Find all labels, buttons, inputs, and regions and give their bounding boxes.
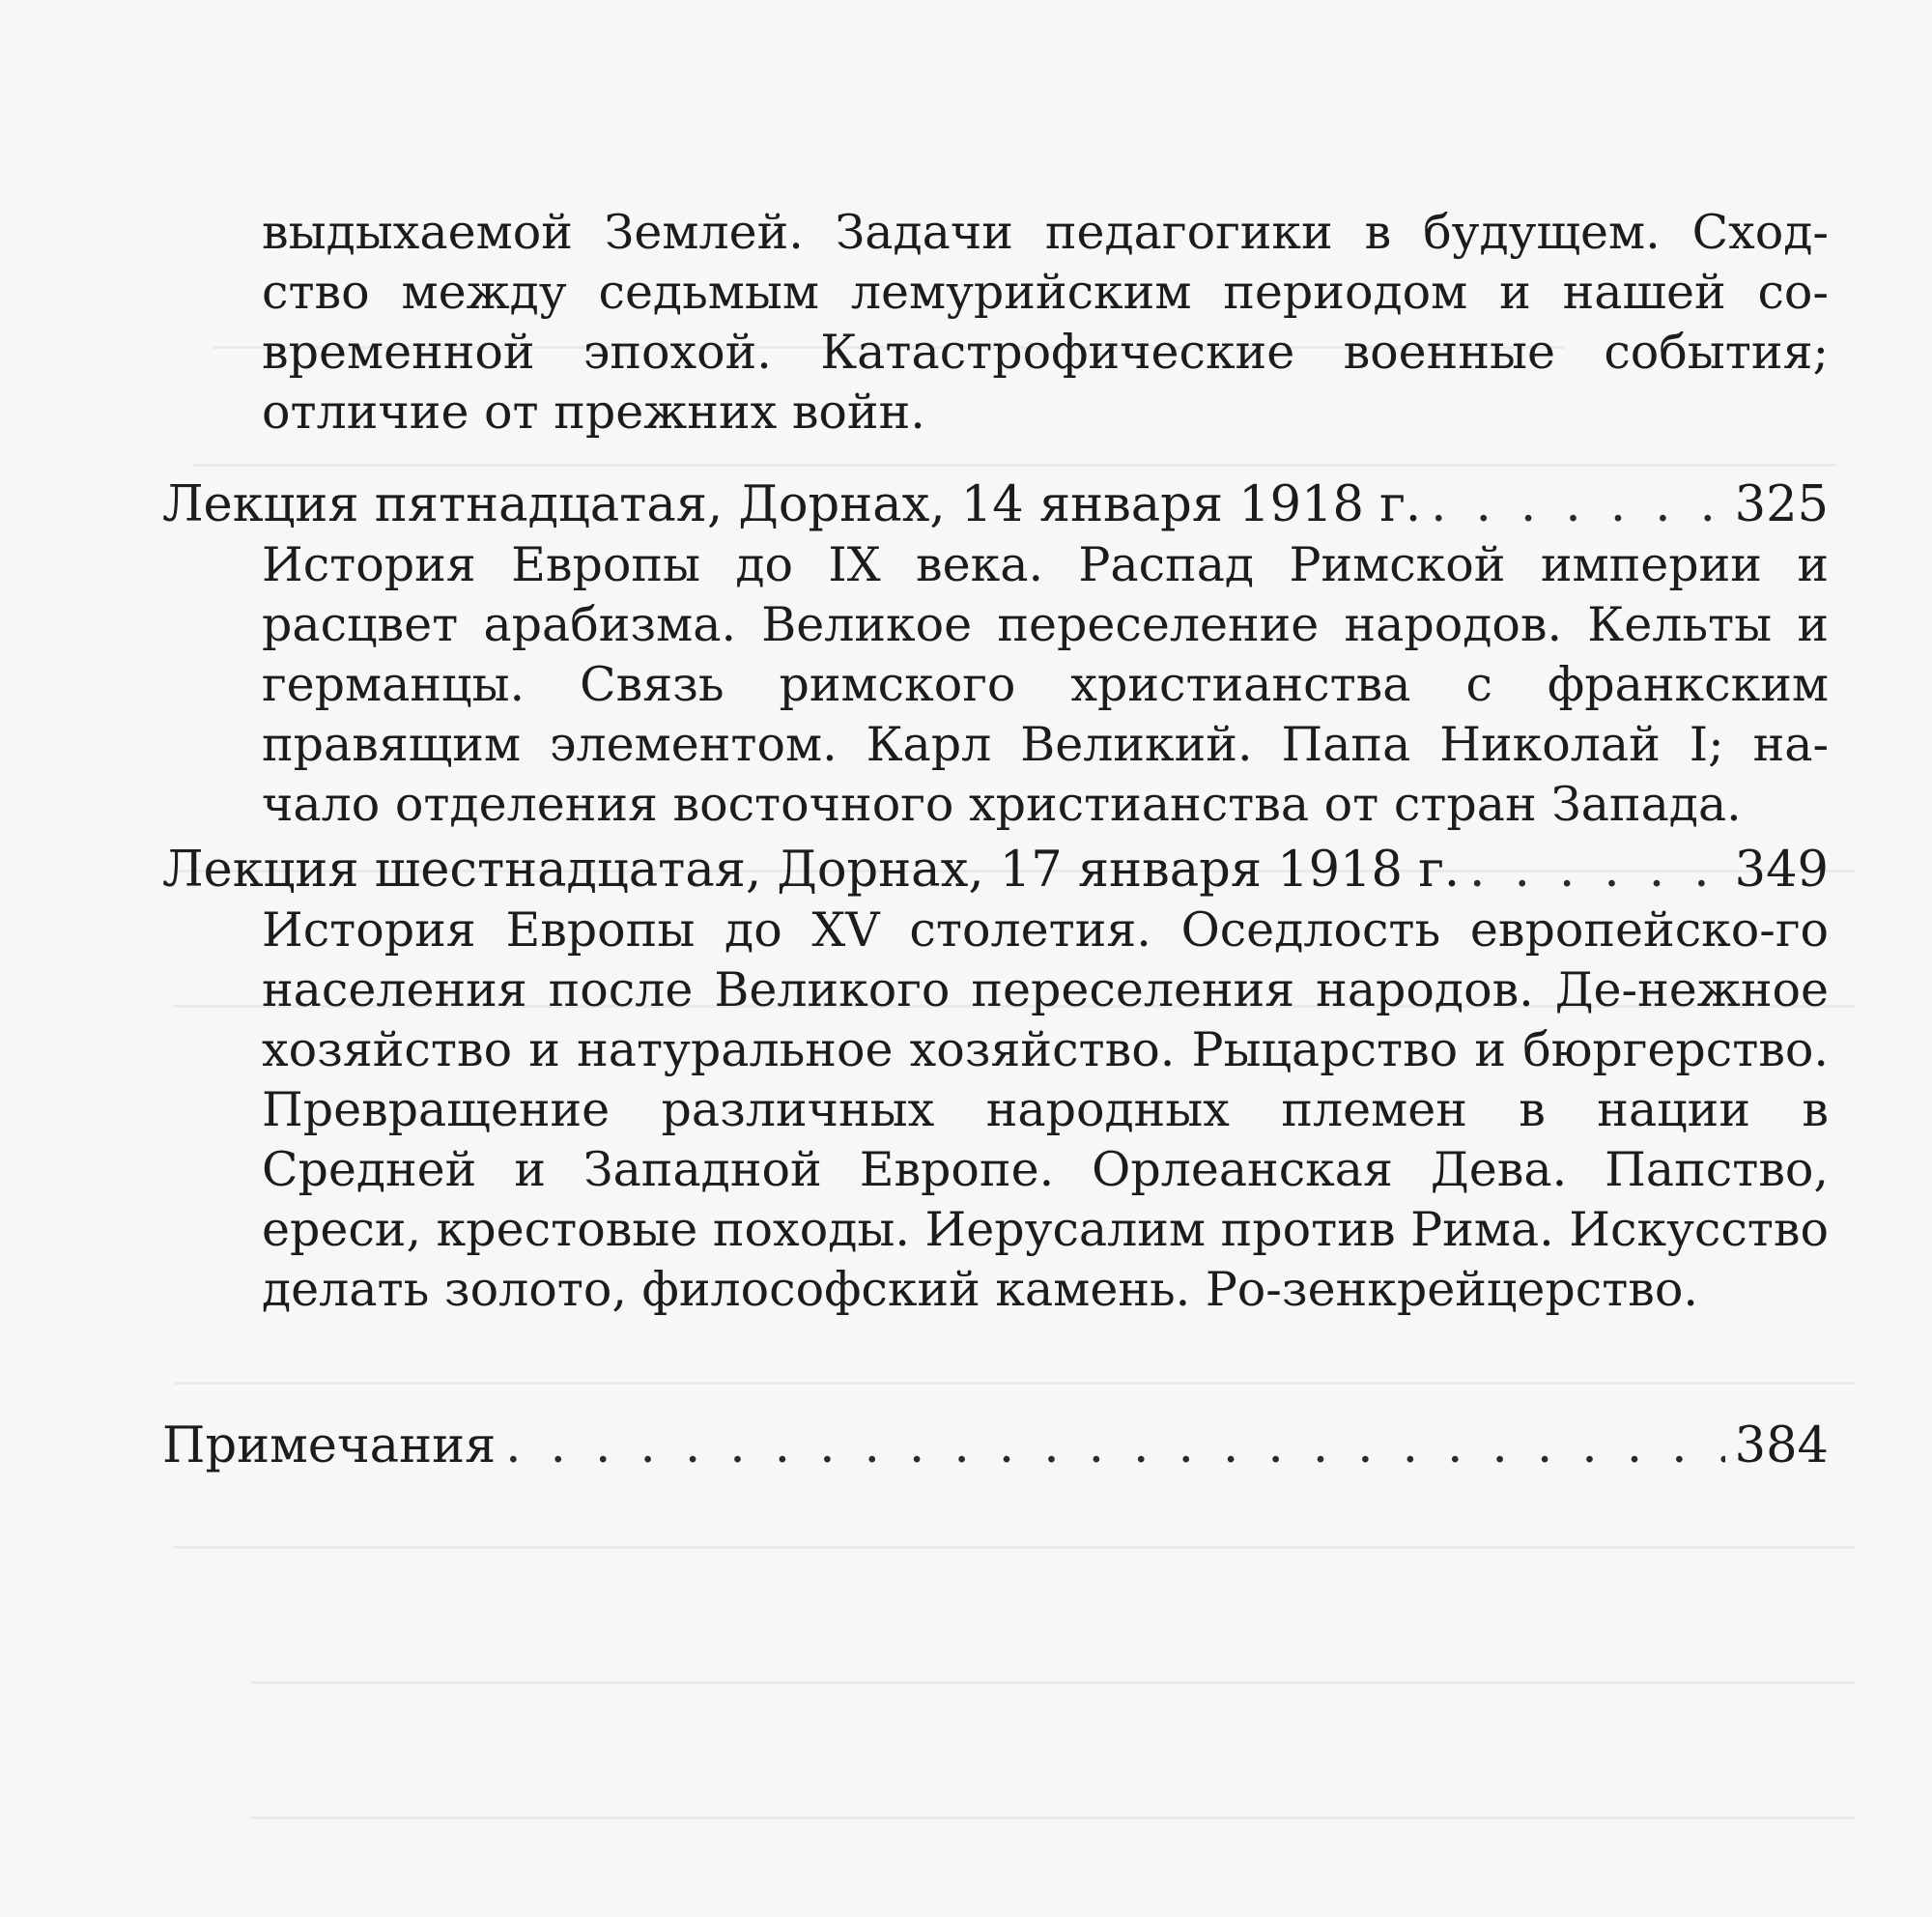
entry-page-number: 349	[1734, 842, 1829, 899]
leader-dots	[1469, 841, 1725, 901]
leader-dots	[505, 1416, 1724, 1476]
entry-page-number: 325	[1734, 476, 1829, 533]
toc-entry-lecture-15	[162, 475, 1829, 535]
continuation-description: выдыхаемой Землей. Задачи педагогики в будущем. Сход-ство между седьмым лемурийским периодом и нашей со-временной эпохой. Катастрофические военные события; отличие от прежних войн.	[262, 205, 1829, 440]
toc-entry-notes	[162, 1416, 1829, 1476]
entry-description: История Европы до IX века. Распад Римской империи и расцвет арабизма. Великое переселение народов. Кельты и германцы. Связь римского христианства с франкским правящим элементом. Карл Великий. Папа Николай I; на-чало отделения восточного христианства от стран Запада.	[262, 537, 1829, 832]
entry-description: История Европы до XV столетия. Оседлость европейско-го населения после Великого переселения народов. Де-нежное хозяйство и натуральное хозяйство. Рыцарство и бюргерство. Превращение различных народных племен в нации в Средней и Западной Европе. Орлеанская Дева. Папство, ереси, крестовые походы. Иерусалим против Рима. Искусство делать золото, философский камень. Ро-зенкрейцерство.	[262, 902, 1829, 1317]
entry-title: Лекция пятнадцатая, Дорнах, 14 января 1918 г.	[162, 476, 1422, 533]
toc-entry-lecture-16	[162, 841, 1829, 901]
entry-page-number: 384	[1734, 1417, 1829, 1474]
entry-title: Примечания	[162, 1417, 497, 1474]
leader-dots	[1431, 475, 1725, 535]
entry-title: Лекция шестнадцатая, Дорнах, 17 января 1918 г.	[162, 842, 1461, 899]
table-of-contents	[162, 203, 1829, 1476]
